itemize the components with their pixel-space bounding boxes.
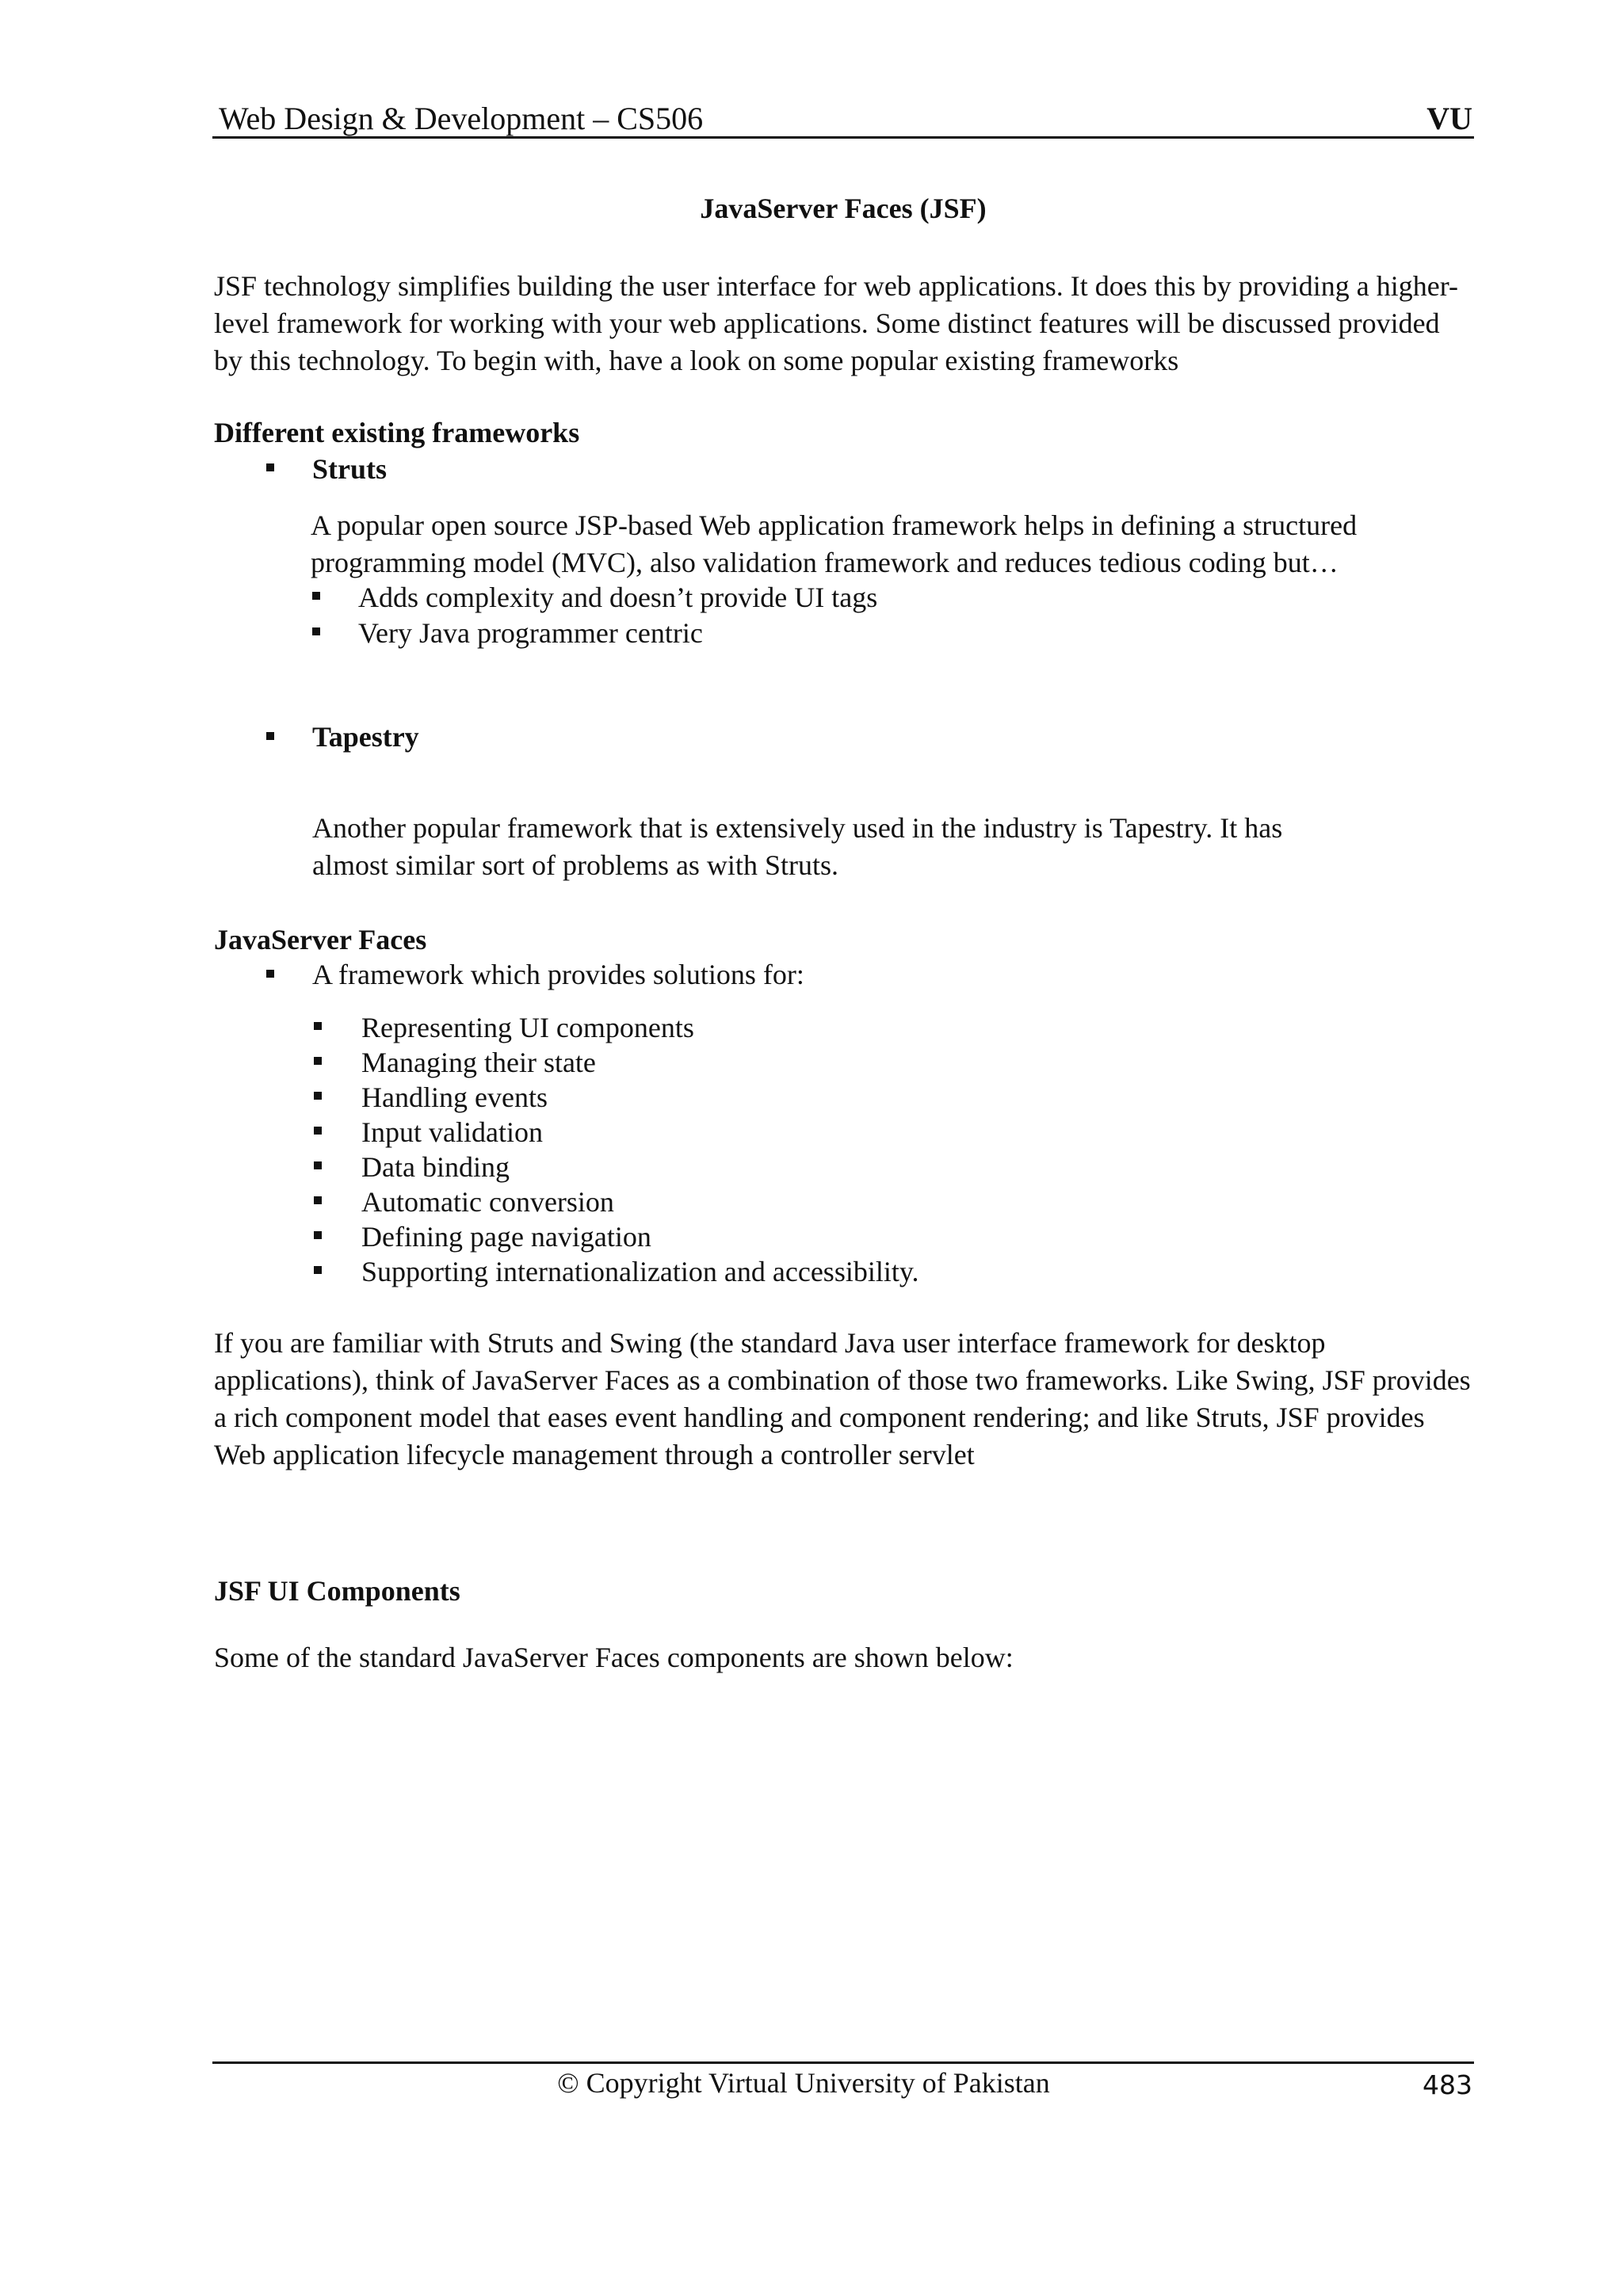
footer-copyright: © Copyright Virtual University of Pakistan <box>557 2067 1050 2099</box>
frameworks-heading: Different existing frameworks <box>214 417 580 448</box>
jsf-solution-item: Automatic conversion <box>361 1186 614 1218</box>
bullet-square-icon <box>266 732 274 740</box>
bullet-square-icon <box>312 627 320 635</box>
jsf-lead-item: A framework which provides solutions for: <box>312 959 804 990</box>
tapestry-description-line: almost similar sort of problems as with Struts. <box>312 849 838 881</box>
bullet-square-icon <box>314 1231 322 1239</box>
page-title: JavaServer Faces (JSF) <box>700 193 987 224</box>
struts-drawback-item: Very Java programmer centric <box>358 617 703 649</box>
course-title: Web Design & Development – CS506 <box>219 101 704 136</box>
bullet-square-icon <box>314 1057 322 1065</box>
jsf-paragraph-line: a rich component model that eases event handling and component rendering; and like Struts, JSF provides <box>214 1402 1425 1433</box>
struts-title: Struts <box>312 453 388 485</box>
jsf-solution-item: Supporting internationalization and accessibility. <box>361 1256 919 1287</box>
struts-description-line: programming model (MVC), also validation framework and reduces tedious coding but… <box>311 547 1338 578</box>
bullet-square-icon <box>314 1161 322 1169</box>
tapestry-title: Tapestry <box>312 721 419 753</box>
page-number: 483 <box>1423 2069 1472 2100</box>
jsf-solution-item: Handling events <box>361 1081 548 1113</box>
bullet-square-icon <box>312 592 320 600</box>
intro-paragraph <box>214 268 1458 379</box>
jsf-heading: JavaServer Faces <box>214 924 427 955</box>
jsf-paragraph-line: applications), think of JavaServer Faces as a combination of those two frameworks. Like Swing, JSF provides <box>214 1364 1471 1396</box>
struts-description <box>311 507 1357 582</box>
jsf-solution-item: Managing their state <box>361 1047 596 1078</box>
jsf-solution-item: Representing UI components <box>361 1012 694 1043</box>
jsf-paragraph-line: If you are familiar with Struts and Swing (the standard Java user interface framework for desktop <box>214 1327 1326 1359</box>
tapestry-description <box>312 810 1282 884</box>
bullet-square-icon <box>314 1022 322 1030</box>
intro-line: level framework for working with your web applications. Some distinct features will be discussed provided <box>214 307 1440 339</box>
struts-description-line: A popular open source JSP-based Web application framework helps in defining a structured <box>311 509 1358 541</box>
jsf-solution-item: Data binding <box>361 1151 510 1183</box>
intro-line: JSF technology simplifies building the user interface for web applications. It does this by providing a higher- <box>214 270 1458 302</box>
jsf-paragraph-line: Web application lifecycle management through a controller servlet <box>214 1439 975 1470</box>
bullet-square-icon <box>314 1092 322 1100</box>
page-header <box>212 93 1474 139</box>
components-text: Some of the standard JavaServer Faces components are shown below: <box>214 1642 1014 1673</box>
tapestry-description-line: Another popular framework that is extensively used in the industry is Tapestry. It has <box>312 812 1283 844</box>
bullet-square-icon <box>314 1266 322 1274</box>
jsf-solution-item: Defining page navigation <box>361 1221 651 1253</box>
intro-line: by this technology. To begin with, have a look on some popular existing frameworks <box>214 345 1179 376</box>
footer-rule <box>212 2061 1474 2064</box>
institution-label: VU <box>1426 101 1472 136</box>
jsf-paragraph <box>214 1325 1471 1474</box>
bullet-square-icon <box>314 1127 322 1135</box>
bullet-square-icon <box>314 1196 322 1204</box>
jsf-solution-item: Input validation <box>361 1116 543 1148</box>
bullet-square-icon <box>266 463 274 471</box>
components-heading: JSF UI Components <box>214 1575 460 1607</box>
struts-drawback-item: Adds complexity and doesn’t provide UI tags <box>358 582 878 613</box>
bullet-square-icon <box>266 970 274 978</box>
